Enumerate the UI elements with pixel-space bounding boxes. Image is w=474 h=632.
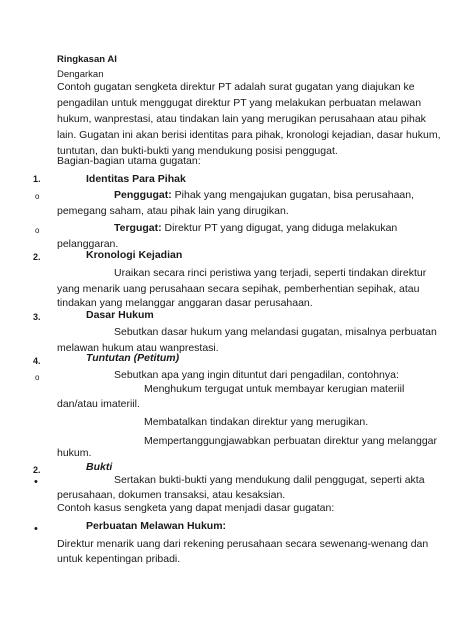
parts-intro: Bagian-bagian utama gugatan: <box>57 155 201 167</box>
tuntutan-item: Membatalkan tindakan direktur yang merugikan. <box>144 416 369 428</box>
bukti-line: perusahaan, dokumen transaksi, atau kesaksian. <box>57 489 286 501</box>
pmh-line: untuk kepentingan pribadi. <box>57 553 181 565</box>
tuntutan-item: Mempertanggungjawabkan perbuatan direktur yang melanggar <box>144 435 438 447</box>
dot-bullet-icon: • <box>34 523 38 535</box>
tuntutan-line: Sebutkan apa yang ingin dituntut dari pengadilan, contohnya: <box>114 369 399 381</box>
list-number: 2. <box>33 252 41 262</box>
tergugat-cont: pelanggaran. <box>57 238 119 250</box>
list-number: 1. <box>33 174 41 184</box>
circle-bullet-icon: o <box>35 192 40 201</box>
section-title-bukti: Bukti <box>86 461 113 473</box>
dasar-hukum-line: melawan hukum atau wanprestasi. <box>57 342 219 354</box>
section-title-dasar-hukum: Dasar Hukum <box>86 309 154 321</box>
bukti-line: Sertakan bukti-bukti yang mendukung dalil penggugat, seperti akta <box>114 474 425 486</box>
list-number: 4. <box>33 356 41 366</box>
circle-bullet-icon: o <box>35 373 40 382</box>
list-number: 3. <box>33 312 41 322</box>
summary-title: Ringkasan AI <box>57 54 117 65</box>
intro-line: tuntutan, dan bukti-bukti yang mendukung posisi penggugat. <box>57 145 338 157</box>
section-title-pmh: Perbuatan Melawan Hukum: <box>86 520 227 532</box>
pmh-line: Direktur menarik uang dari rekening perusahaan secara sewenang-wenang dan <box>57 538 429 550</box>
dot-bullet-icon: • <box>34 476 38 488</box>
intro-line: Contoh gugatan sengketa direktur PT adalah surat gugatan yang diajukan ke <box>57 81 415 93</box>
intro-line: lain. Gugatan ini akan berisi identitas para pihak, kronologi kejadian, dasar hukum, <box>57 129 441 141</box>
list-number: 2. <box>33 465 41 475</box>
section-title-tuntutan: Tuntutan (Petitum) <box>86 352 180 364</box>
tergugat-label: Tergugat: <box>114 222 162 234</box>
circle-bullet-icon: o <box>35 226 40 235</box>
section-title-kronologi: Kronologi Kejadian <box>86 249 183 261</box>
intro-line: pengadilan untuk menggugat direktur PT yang melakukan perbuatan melawan <box>57 97 422 109</box>
tuntutan-item: Menghukum tergugat untuk membayar kerugian materiil <box>144 383 405 395</box>
penggugat-text: Pihak yang mengajukan gugatan, bisa perusahaan, <box>171 189 415 201</box>
intro-line: hukum, wanprestasi, atau tindakan lain yang merugikan perusahaan atau pihak <box>57 113 426 125</box>
tuntutan-item-cont: hukum. <box>57 447 92 459</box>
kronologi-line: tindakan yang melanggar anggaran dasar perusahaan. <box>57 297 313 309</box>
kronologi-line: Uraikan secara rinci peristiwa yang terjadi, seperti tindakan direktur <box>114 267 427 279</box>
section-title-identitas: Identitas Para Pihak <box>86 173 186 185</box>
penggugat-cont: pemegang saham, atau pihak lain yang dirugikan. <box>57 205 289 217</box>
tuntutan-item-cont: dan/atau imateriil. <box>57 398 140 410</box>
kronologi-line: yang menarik uang perusahaan secara sepihak, pemberhentian sepihak, atau <box>57 283 420 295</box>
penggugat-label: Penggugat: <box>114 189 172 201</box>
dasar-hukum-line: Sebutkan dasar hukum yang melandasi gugatan, misalnya perbuatan <box>114 326 437 338</box>
tergugat-text: Direktur PT yang digugat, yang diduga melakukan <box>161 222 398 234</box>
penggugat-line <box>114 187 414 203</box>
tergugat-line <box>114 220 397 236</box>
listen-link[interactable]: Dengarkan <box>57 69 104 80</box>
contoh-kasus-line: Contoh kasus sengketa yang dapat menjadi dasar gugatan: <box>57 502 335 514</box>
